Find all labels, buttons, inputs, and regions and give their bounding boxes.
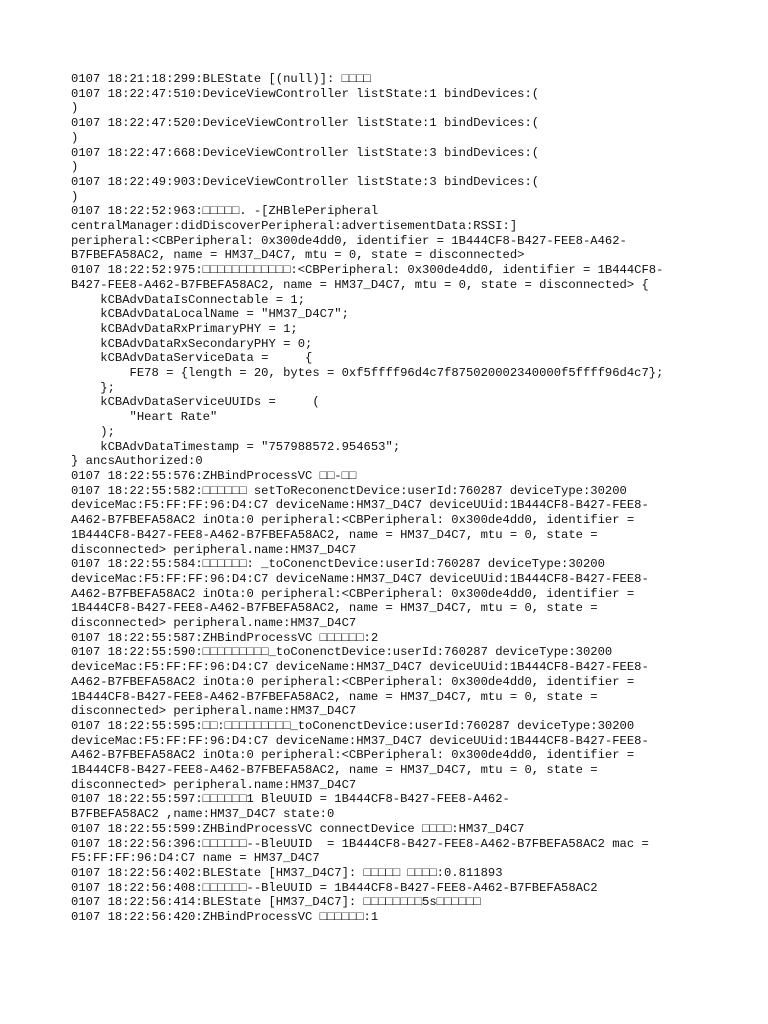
log-line: 0107 18:22:56:408:□□□□□□--BleUUID = 1B444CF8-B427-FEE8-A462-B7FBEFA58AC2 (71, 880, 598, 895)
log-line: A462-B7FBEFA58AC2 inOta:0 peripheral:<CBPeripheral: 0x300de4dd0, identifier = (71, 748, 635, 763)
log-line: B7FBEFA58AC2 ,name:HM37_D4C7 state:0 (71, 807, 335, 822)
log-line: 0107 18:22:52:975:□□□□□□□□□□□□:<CBPeripheral: 0x300de4dd0, identifier = 1B444CF8- (71, 263, 664, 278)
log-line: 1B444CF8-B427-FEE8-A462-B7FBEFA58AC2, name = HM37_D4C7, mtu = 0, state = (71, 601, 598, 616)
log-line: ) (71, 189, 79, 204)
log-line: deviceMac:F5:FF:FF:96:D4:C7 deviceName:HM37_D4C7 deviceUUid:1B444CF8-B427-FEE8- (71, 571, 649, 586)
log-line: kCBAdvDataIsConnectable = 1; (71, 292, 306, 307)
log-line: 0107 18:22:56:396:□□□□□□--BleUUID = 1B444CF8-B427-FEE8-A462-B7FBEFA58AC2 mac = (71, 836, 649, 851)
log-line: 0107 18:22:55:587:ZHBindProcessVC □□□□□□:2 (71, 630, 379, 645)
log-line: 0107 18:22:56:402:BLEState [HM37_D4C7]: □□□□□ □□□□:0.811893 (71, 865, 503, 880)
log-line: 0107 18:22:55:597:□□□□□□1 BleUUID = 1B444CF8-B427-FEE8-A462- (71, 792, 510, 807)
log-line: 0107 18:22:55:576:ZHBindProcessVC □□-□□ (71, 468, 357, 483)
log-line: 0107 18:22:55:582:□□□□□□ setToReconenctDevice:userId:760287 deviceType:30200 (71, 483, 627, 498)
log-line: kCBAdvDataServiceUUIDs = ( (71, 395, 320, 410)
log-line: 0107 18:22:52:963:□□□□□. -[ZHBlePeripheral (71, 204, 379, 219)
log-line: ) (71, 130, 79, 145)
log-line: deviceMac:F5:FF:FF:96:D4:C7 deviceName:HM37_D4C7 deviceUUid:1B444CF8-B427-FEE8- (71, 733, 649, 748)
log-line: 0107 18:22:47:520:DeviceViewController listState:1 bindDevices:( (71, 116, 540, 131)
log-line: 0107 18:22:49:903:DeviceViewController listState:3 bindDevices:( (71, 174, 540, 189)
log-line: 0107 18:22:56:414:BLEState [HM37_D4C7]: □□□□□□□□5s□□□□□□ (71, 895, 481, 910)
log-line: ) (71, 160, 79, 175)
log-line: A462-B7FBEFA58AC2 inOta:0 peripheral:<CBPeripheral: 0x300de4dd0, identifier = (71, 674, 635, 689)
log-line: 0107 18:22:55:584:□□□□□□: _toConenctDevice:userId:760287 deviceType:30200 (71, 557, 605, 572)
log-line: B7FBEFA58AC2, name = HM37_D4C7, mtu = 0, state = disconnected> (71, 248, 525, 263)
log-line: deviceMac:F5:FF:FF:96:D4:C7 deviceName:HM37_D4C7 deviceUUid:1B444CF8-B427-FEE8- (71, 498, 649, 513)
log-line: 1B444CF8-B427-FEE8-A462-B7FBEFA58AC2, name = HM37_D4C7, mtu = 0, state = (71, 527, 598, 542)
log-line: kCBAdvDataRxSecondaryPHY = 0; (71, 336, 313, 351)
log-line: disconnected> peripheral.name:HM37_D4C7 (71, 777, 357, 792)
log-line: ) (71, 101, 79, 116)
log-text-block (71, 72, 711, 925)
log-line: disconnected> peripheral.name:HM37_D4C7 (71, 542, 357, 557)
log-line: 0107 18:22:55:595:□□:□□□□□□□□□_toConenctDevice:userId:760287 deviceType:30200 (71, 718, 635, 733)
log-line: disconnected> peripheral.name:HM37_D4C7 (71, 616, 357, 631)
log-line: kCBAdvDataRxPrimaryPHY = 1; (71, 321, 298, 336)
log-line: B427-FEE8-A462-B7FBEFA58AC2, name = HM37_D4C7, mtu = 0, state = disconnected> { (71, 277, 649, 292)
log-line: kCBAdvDataLocalName = "HM37_D4C7"; (71, 307, 349, 322)
log-line: 0107 18:22:47:510:DeviceViewController listState:1 bindDevices:( (71, 86, 540, 101)
log-line: F5:FF:FF:96:D4:C7 name = HM37_D4C7 (71, 851, 320, 866)
log-line: 1B444CF8-B427-FEE8-A462-B7FBEFA58AC2, name = HM37_D4C7, mtu = 0, state = (71, 763, 598, 778)
log-line: ); (71, 424, 115, 439)
log-line: 0107 18:22:47:668:DeviceViewController listState:3 bindDevices:( (71, 145, 540, 160)
log-line: 0107 18:22:55:599:ZHBindProcessVC connectDevice □□□□:HM37_D4C7 (71, 821, 525, 836)
log-line: peripheral:<CBPeripheral: 0x300de4dd0, identifier = 1B444CF8-B427-FEE8-A462- (71, 233, 627, 248)
log-line: kCBAdvDataTimestamp = "757988572.954653"; (71, 439, 401, 454)
log-line: 0107 18:21:18:299:BLEState [(null)]: □□□□ (71, 72, 371, 86)
log-line: 1B444CF8-B427-FEE8-A462-B7FBEFA58AC2, name = HM37_D4C7, mtu = 0, state = (71, 689, 598, 704)
log-line: } ancsAuthorized:0 (71, 454, 203, 469)
log-line: "Heart Rate" (71, 410, 218, 425)
log-line: centralManager:didDiscoverPeripheral:advertisementData:RSSI:] (71, 219, 518, 234)
log-line: FE78 = {length = 20, bytes = 0xf5ffff96d4c7f875020002340000f5ffff96d4c7}; (71, 366, 664, 381)
log-line: 0107 18:22:56:420:ZHBindProcessVC □□□□□□:1 (71, 910, 379, 925)
log-line: A462-B7FBEFA58AC2 inOta:0 peripheral:<CBPeripheral: 0x300de4dd0, identifier = (71, 586, 635, 601)
log-line: kCBAdvDataServiceData = { (71, 351, 313, 366)
log-line: disconnected> peripheral.name:HM37_D4C7 (71, 704, 357, 719)
log-line: 0107 18:22:55:590:□□□□□□□□□_toConenctDevice:userId:760287 deviceType:30200 (71, 645, 613, 660)
log-line: deviceMac:F5:FF:FF:96:D4:C7 deviceName:HM37_D4C7 deviceUUid:1B444CF8-B427-FEE8- (71, 660, 649, 675)
log-line: }; (71, 380, 115, 395)
log-line: A462-B7FBEFA58AC2 inOta:0 peripheral:<CBPeripheral: 0x300de4dd0, identifier = (71, 513, 635, 528)
document-page (71, 72, 711, 925)
